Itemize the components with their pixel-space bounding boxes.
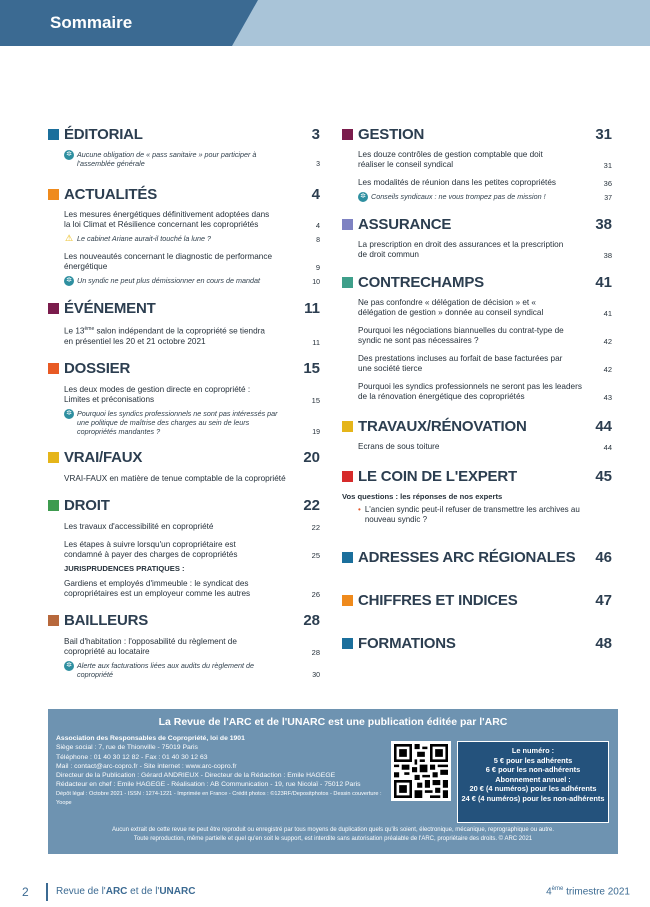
- qr-code-icon[interactable]: [391, 741, 451, 801]
- item-page: 31: [603, 161, 612, 170]
- toc-note[interactable]: [48, 661, 320, 679]
- subheading: JURISPRUDENCES PRATIQUES :: [64, 563, 185, 573]
- legal-deposit-line: Dépôt légal : Octobre 2021 - ISSN : 1274-1221 - Imprimée en France - Crédit photos : ©123RF/Depositphotos - Dessin couverture : Yoope: [56, 790, 382, 807]
- magazine-name: [56, 886, 195, 897]
- section-square-icon: [48, 363, 59, 374]
- note-page: 10: [312, 279, 320, 286]
- section-header: [342, 464, 612, 488]
- footer-divider: [46, 883, 48, 901]
- toc-item[interactable]: [48, 385, 320, 405]
- item-text: Les mesures énergétiques définitivement adoptées dans la loi Climat et Résilience concernant les copropriétés: [64, 210, 270, 229]
- section-page: 31: [595, 125, 612, 143]
- item-text: VRAI-FAUX en matière de tenue comptable de la copropriété: [64, 473, 286, 483]
- copyright-line: Aucun extrait de cette revue ne peut être reproduit ou enregistré par tous moyens de duplication quels qu'ils soient, électronique, mécanique, reprographique ou autre.: [111, 827, 555, 833]
- director-line: Directeur de la Publication : Gérard ANDRIEUX - Directeur de la Rédaction : Emile HAGEGE: [56, 772, 336, 780]
- issue-quarter: [546, 886, 630, 897]
- item-page: 25: [311, 550, 320, 560]
- section-title[interactable]: FORMATIONS: [358, 634, 456, 652]
- gear-icon: ✲: [64, 409, 74, 419]
- item-text: L'ancien syndic peut-il refuser de transmettre les archives au nouveau syndic ?: [364, 505, 580, 524]
- section-editorial: [48, 122, 320, 168]
- section-page: 44: [595, 417, 612, 435]
- toc-item[interactable]: [342, 354, 612, 374]
- item-text: Les travaux d'accessibilité en copropriété: [64, 521, 214, 531]
- section-formations: [342, 631, 612, 655]
- subscription-member: 20 € (4 numéros) pour les adhérents: [469, 784, 597, 793]
- section-page: 11: [304, 299, 320, 317]
- note-text: Aucune obligation de « pass sanitaire » pour participer à l'assemblée générale: [77, 150, 257, 168]
- section-page: 28: [303, 612, 320, 630]
- toc-item[interactable]: [48, 252, 320, 272]
- toc-note[interactable]: [48, 409, 320, 436]
- toc-item[interactable]: [48, 210, 320, 230]
- item-text-sup: ème: [84, 326, 95, 332]
- section-header: [48, 182, 320, 206]
- publication-title: La Revue de l'ARC et de l'UNARC est une publication éditée par l'ARC: [158, 716, 508, 728]
- section-droit: [48, 494, 320, 599]
- warning-icon: ⚠: [64, 233, 74, 243]
- address-line: Siège social : 7, rue de Thionville - 75019 Paris: [56, 744, 198, 752]
- item-page: 36: [603, 179, 612, 188]
- toc-item[interactable]: [342, 240, 612, 260]
- item-text: Gardiens et employés d'immeuble : le syndicat des copropriétaires est un employeur comme les autres: [64, 578, 251, 598]
- item-page: 38: [603, 251, 612, 260]
- note-text: Conseils syndicaux : ne vous trompez pas de mission !: [371, 192, 546, 201]
- toc-item[interactable]: [48, 522, 320, 532]
- section-square-icon: [342, 552, 353, 563]
- section-square-icon: [48, 452, 59, 463]
- section-page: 41: [595, 273, 612, 291]
- note-text: Alerte aux facturations liées aux audits du règlement de copropriété: [77, 660, 254, 679]
- item-page: 28: [311, 647, 320, 657]
- toc-item[interactable]: [48, 637, 320, 657]
- phone-line: Téléphone : 01 40 30 12 82 - Fax : 01 40 30 12 63: [56, 753, 208, 761]
- section-title[interactable]: BAILLEURS: [64, 612, 149, 630]
- magazine-name-arc: ARC: [105, 886, 128, 897]
- page-header: [0, 0, 650, 48]
- section-title[interactable]: VRAI/FAUX: [64, 449, 143, 467]
- item-text: Les nouveautés concernant le diagnostic de performance énergétique: [64, 252, 273, 271]
- section-chiffres: [342, 588, 612, 612]
- item-text-post: salon indépendant de la copropriété se tiendra en présentiel les 20 et 21 octobre 2021: [64, 326, 265, 346]
- section-title[interactable]: DROIT: [64, 497, 110, 515]
- section-title[interactable]: CONTRECHAMPS: [358, 273, 484, 291]
- item-page: 22: [311, 522, 320, 532]
- section-square-icon: [48, 303, 59, 314]
- section-title[interactable]: TRAVAUX/RÉNOVATION: [358, 417, 527, 435]
- toc-item[interactable]: [342, 326, 612, 346]
- section-page: 3: [311, 125, 320, 143]
- magazine-name-part: et de l': [127, 886, 160, 897]
- item-page: 42: [603, 337, 612, 346]
- item-page: 26: [311, 589, 320, 599]
- section-header: [48, 446, 320, 470]
- item-page: 43: [603, 393, 612, 402]
- item-text: Les étapes à suivre lorsqu'un copropriétaire est condamné à payer des charges de copropriétés: [64, 539, 238, 559]
- gear-icon: ✲: [64, 276, 74, 286]
- section-page: 45: [595, 467, 612, 485]
- item-page: 9: [315, 263, 320, 272]
- item-text: Les modalités de réunion dans les petites copropriétés: [358, 178, 556, 187]
- section-square-icon: [48, 500, 59, 511]
- section-header: [48, 609, 320, 633]
- note-text: Le cabinet Ariane aurait-il touché la lune ?: [77, 234, 211, 243]
- section-title[interactable]: LE COIN DE L'EXPERT: [358, 467, 517, 485]
- section-header: [342, 122, 612, 146]
- section-page: 20: [303, 449, 320, 467]
- section-expert: [342, 464, 612, 525]
- item-text: Pourquoi les négociations biannuelles du contrat-type de syndic ne sont pas nécessaires ?: [358, 326, 564, 345]
- toc-item[interactable]: [342, 178, 612, 188]
- item-page: 42: [603, 365, 612, 374]
- page-number: 2: [22, 885, 29, 899]
- qr-code-graphic: [394, 744, 448, 798]
- section-page: 38: [595, 215, 612, 233]
- quarter-number: 4: [546, 886, 552, 898]
- section-square-icon: [342, 421, 353, 432]
- item-text: Des prestations incluses au forfait de base facturées par une société tierce: [358, 354, 563, 373]
- toc-right-column: [342, 122, 612, 655]
- note-page: 37: [604, 195, 612, 202]
- toc-item[interactable]: [48, 579, 320, 599]
- section-header: [342, 545, 612, 569]
- section-bailleurs: [48, 609, 320, 679]
- page-footer: [0, 877, 650, 907]
- gear-icon: ✲: [64, 150, 74, 160]
- section-header: [48, 357, 320, 381]
- section-page: 47: [595, 591, 612, 609]
- section-title[interactable]: ÉVÉNEMENT: [64, 299, 156, 317]
- item-text: Pourquoi les syndics professionnels ne seront pas les leaders de la rénovation énergétique des copropriétés: [358, 382, 582, 401]
- note-page: 8: [316, 237, 320, 244]
- item-text: Ne pas confondre « délégation de décision » et « délégation de gestion » donnée au conseil syndical: [358, 298, 544, 317]
- note-text: Pourquoi les syndics professionnels ne sont pas intéressés par une politique de maîtrise des charges au sein de leurs copropriétés mandantes ?: [77, 408, 278, 436]
- quarter-sup: ème: [551, 886, 564, 892]
- note-page: 3: [316, 161, 320, 168]
- toc-item[interactable]: [342, 382, 612, 402]
- item-text: La prescription en droit des assurances et la prescription de droit commun: [358, 240, 564, 259]
- toc-left-column: [48, 122, 320, 679]
- section-header: [342, 588, 612, 612]
- section-adresses: [342, 545, 612, 569]
- toc-item[interactable]: [48, 540, 320, 560]
- subscription-non-member: 24 € (4 numéros) pour les non-adhérents: [461, 793, 605, 803]
- section-gestion: [342, 122, 612, 202]
- magazine-name-unarc: UNARC: [159, 886, 196, 897]
- toc-item[interactable]: [342, 150, 612, 170]
- item-text: Bail d'habitation : l'opposabilité du règlement de copropriété au locataire: [64, 636, 237, 656]
- note-text: Un syndic ne peut plus démissionner en cours de mandat: [77, 276, 260, 285]
- item-page: 15: [311, 395, 320, 405]
- section-title[interactable]: DOSSIER: [64, 360, 131, 378]
- section-actualites: [48, 182, 320, 286]
- note-page: 19: [312, 428, 320, 436]
- toc-item[interactable]: [342, 298, 612, 318]
- item-page: 4: [315, 221, 320, 230]
- item-text: Ecrans de sous toiture: [358, 442, 440, 451]
- publisher-line: Association des Responsables de Copropriété, loi de 1901: [56, 735, 245, 742]
- section-square-icon: [342, 638, 353, 649]
- section-title[interactable]: ÉDITORIAL: [64, 125, 143, 143]
- item-text: [64, 324, 274, 347]
- price-label: Le numéro :: [511, 746, 555, 755]
- quarter-text: trimestre 2021: [563, 886, 630, 898]
- price-non-member: 6 € pour les non-adhérents: [485, 765, 581, 774]
- toc-item[interactable]: [342, 442, 612, 452]
- section-page: 48: [595, 634, 612, 652]
- section-page: 4: [311, 185, 320, 203]
- item-text: Les douze contrôles de gestion comptable que doit réaliser le conseil syndical: [358, 150, 543, 169]
- section-evenement: [48, 296, 320, 347]
- toc-item[interactable]: [48, 474, 320, 484]
- section-vrai-faux: [48, 446, 320, 484]
- item-page: 41: [603, 309, 612, 318]
- section-header: [342, 212, 612, 236]
- section-travaux: [342, 414, 612, 452]
- price-member: 5 € pour les adhérents: [493, 755, 573, 765]
- page-title: Sommaire: [50, 13, 133, 32]
- section-header: [342, 270, 612, 294]
- section-title[interactable]: ACTUALITÉS: [64, 185, 157, 203]
- toc-item[interactable]: [342, 505, 612, 525]
- section-contrechamps: [342, 270, 612, 402]
- section-header: [48, 296, 320, 320]
- section-square-icon: [48, 615, 59, 626]
- gear-icon: ✲: [358, 192, 368, 202]
- section-square-icon: [342, 595, 353, 606]
- gear-icon: ✲: [64, 661, 74, 671]
- subscription-label: Abonnement annuel :: [495, 774, 571, 784]
- section-square-icon: [48, 189, 59, 200]
- section-page: 22: [303, 497, 320, 515]
- section-header: [342, 631, 612, 655]
- copyright-notice: [48, 826, 618, 844]
- section-title[interactable]: CHIFFRES ET INDICES: [358, 591, 518, 609]
- section-square-icon: [48, 129, 59, 140]
- section-header: [342, 414, 612, 438]
- section-square-icon: [342, 219, 353, 230]
- toc-note[interactable]: [342, 192, 612, 202]
- magazine-name-part: Revue de l': [56, 886, 106, 897]
- section-page: 15: [303, 360, 320, 378]
- copyright-line: Toute reproduction, même partielle et quel qu'en soit le support, est interdite sans autorisation préalable de l'ARC, propriétaire des droits. © ARC 2021: [133, 836, 533, 842]
- price-box: [457, 741, 609, 823]
- publication-details: [56, 734, 396, 808]
- bullet-icon: •: [358, 505, 361, 514]
- section-square-icon: [342, 129, 353, 140]
- section-page: 46: [595, 548, 612, 566]
- subheading: Vos questions : les réponses de nos experts: [342, 492, 503, 501]
- toc-item[interactable]: [48, 324, 320, 347]
- section-square-icon: [342, 471, 353, 482]
- section-title[interactable]: ASSURANCE: [358, 215, 452, 233]
- publication-info-box: [48, 709, 618, 854]
- section-square-icon: [342, 277, 353, 288]
- toc-note[interactable]: [48, 234, 320, 244]
- section-title[interactable]: GESTION: [358, 125, 425, 143]
- item-page: 44: [603, 443, 612, 452]
- section-title[interactable]: ADRESSES ARC RÉGIONALES: [358, 548, 576, 566]
- section-header: [48, 122, 320, 146]
- contact-line[interactable]: Mail : contact@arc-copro.fr - Site internet : www.arc-copro.fr: [56, 762, 237, 770]
- item-text-pre: Le 13: [64, 326, 85, 336]
- toc-note[interactable]: [48, 276, 320, 286]
- editor-line: Rédacteur en chef : Emile HAGEGE - Réalisation : AB Communication - 19, rue Nicolaï - 75012 Paris: [56, 781, 361, 789]
- toc-note[interactable]: [48, 150, 320, 168]
- note-page: 30: [312, 671, 320, 679]
- section-dossier: [48, 357, 320, 436]
- section-assurance: [342, 212, 612, 260]
- item-page: 11: [312, 337, 320, 347]
- item-text: Les deux modes de gestion directe en copropriété : Limites et préconisations: [64, 384, 251, 404]
- section-header: [48, 494, 320, 518]
